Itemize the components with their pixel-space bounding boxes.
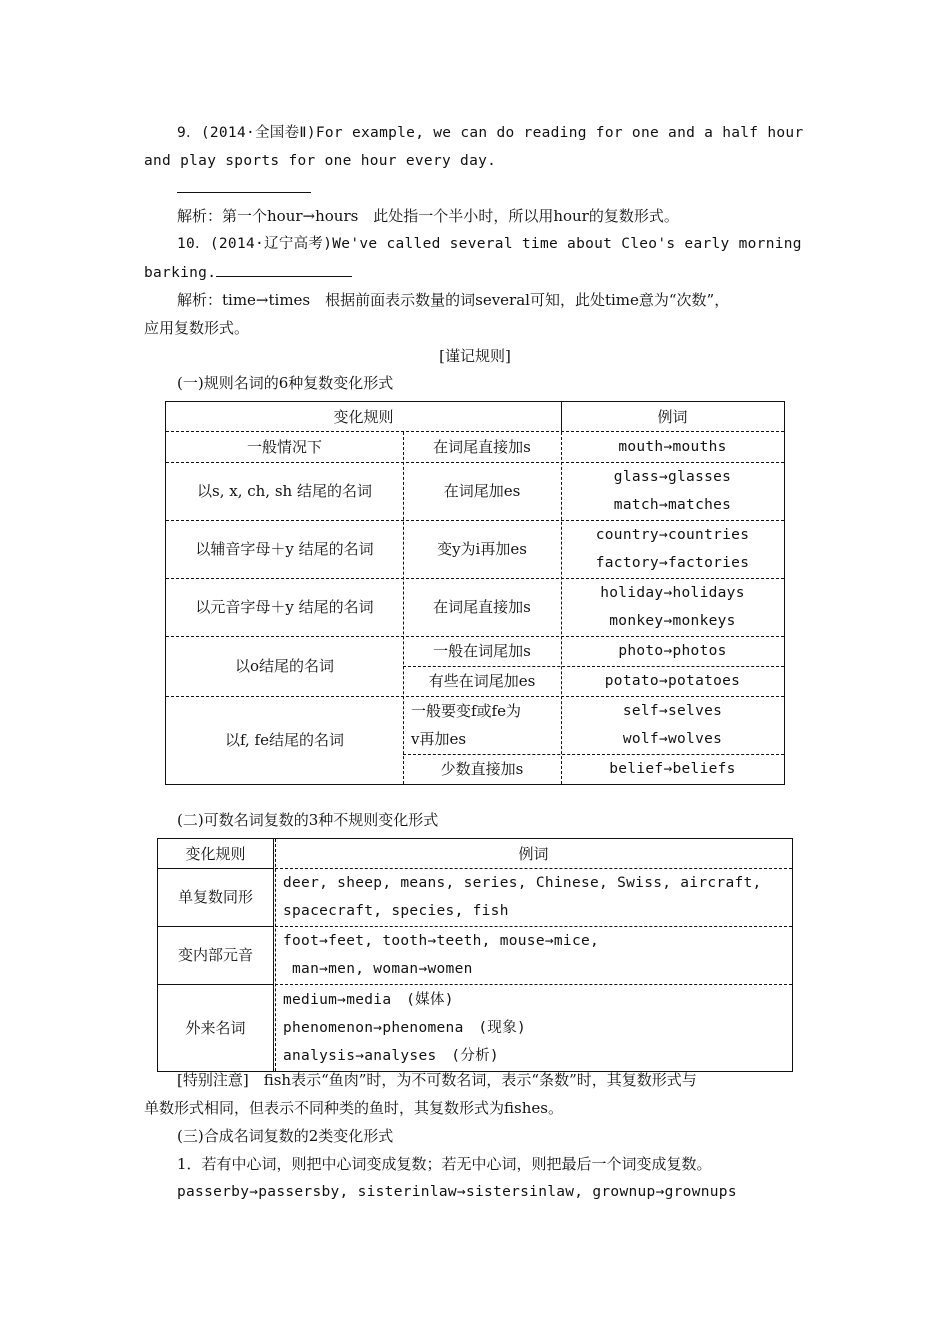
q10-line1: 10．(2014·辽宁高考)We've called several time about Cleo's early morning: [177, 236, 802, 252]
row-example: foot→feet, tooth→teeth, mouse→mice, man→men, woman→women: [283, 933, 600, 977]
header-rule: 变化规则: [185, 844, 246, 863]
row-rule: 在词尾直接加s: [433, 598, 531, 616]
section3-examples: passerby→passersby, sisterinlaw→sistersinlaw, grownup→grownups: [177, 1184, 737, 1200]
q9-answer-blank: [177, 178, 311, 198]
row-example: mouth→mouths: [618, 438, 727, 455]
row-category: 以s, x, ch, sh 结尾的名词: [197, 482, 372, 500]
row-category: 一般情况下: [246, 437, 322, 456]
row-category: 以o结尾的名词: [234, 657, 335, 675]
q9-line1: 9．(2014·全国卷Ⅱ)For example, we can do reading for one and a half hour: [177, 125, 804, 141]
row-rule: 少数直接加s: [440, 760, 524, 778]
header-example: 例词: [518, 844, 549, 863]
row-category: 以元音字母＋y 结尾的名词: [195, 598, 374, 616]
row-example: glass→glasses match→matches: [613, 469, 732, 513]
irregular-plural-table: [157, 838, 793, 1072]
row-category: 外来名词: [185, 1018, 246, 1037]
header-example: 例词: [657, 407, 688, 426]
row-example: belief→beliefs: [609, 761, 736, 777]
section3-title: (三)合成名词复数的2类变化形式: [177, 1127, 394, 1145]
row-example: medium→media (媒体) phenomenon→phenomena (现象) analysis→analyses (分析): [283, 991, 527, 1064]
row-example: country→countries factory→factories: [595, 527, 750, 571]
row-rule: 在词尾加es: [443, 482, 521, 500]
header-rule: 变化规则: [333, 407, 394, 426]
q10-line2: barking.: [144, 262, 352, 283]
row-rule: 一般在词尾加s: [433, 642, 531, 660]
q10-analysis-1: 解析：time→times 根据前面表示数量的词several可知，此处time意为“次数”，: [177, 291, 730, 309]
q10-answer-blank: [216, 262, 352, 277]
row-rule: 在词尾直接加s: [433, 437, 531, 456]
row-rule: 有些在词尾加es: [428, 672, 536, 690]
row-example: deer, sheep, means, series, Chinese, Swiss, aircraft, spacecraft, species, fish: [283, 875, 762, 919]
special-note-line2: 单数形式相同，但表示不同种类的鱼时，其复数形式为fishes。: [144, 1099, 563, 1117]
row-example: potato→potatoes: [604, 673, 741, 689]
row-rule: 变y为i再加es: [437, 540, 527, 558]
row-category: 单复数同形: [177, 888, 253, 906]
section3-rule1: 1．若有中心词，则把中心词变成复数；若无中心词，则把最后一个词变成复数。: [177, 1155, 712, 1173]
row-rule: 一般要变f或fe为 v再加es: [411, 702, 521, 748]
q9-analysis: 解析：第一个hour→hours 此处指一个半小时，所以用hour的复数形式。: [177, 207, 679, 225]
regular-plural-table: [165, 401, 785, 785]
section2-title: (二)可数名词复数的3种不规则变化形式: [177, 811, 439, 829]
special-note-line1: [特别注意] fish表示“鱼肉”时，为不可数名词，表示“条数”时，其复数形式与: [177, 1071, 697, 1089]
row-example: holiday→holidays monkey→monkeys: [600, 585, 745, 629]
row-category: 变内部元音: [177, 946, 253, 964]
row-example: photo→photos: [618, 643, 727, 659]
rules-heading: [谨记规则]: [439, 347, 511, 365]
q9-line2: and play sports for one hour every day.: [144, 153, 497, 169]
section1-title: (一)规则名词的6种复数变化形式: [177, 374, 394, 392]
row-example: self→selves wolf→wolves: [622, 703, 723, 747]
q10-analysis-2: 应用复数形式。: [144, 319, 250, 337]
row-category: 以f, fe结尾的名词: [225, 731, 344, 749]
row-category: 以辅音字母＋y 结尾的名词: [195, 540, 374, 558]
